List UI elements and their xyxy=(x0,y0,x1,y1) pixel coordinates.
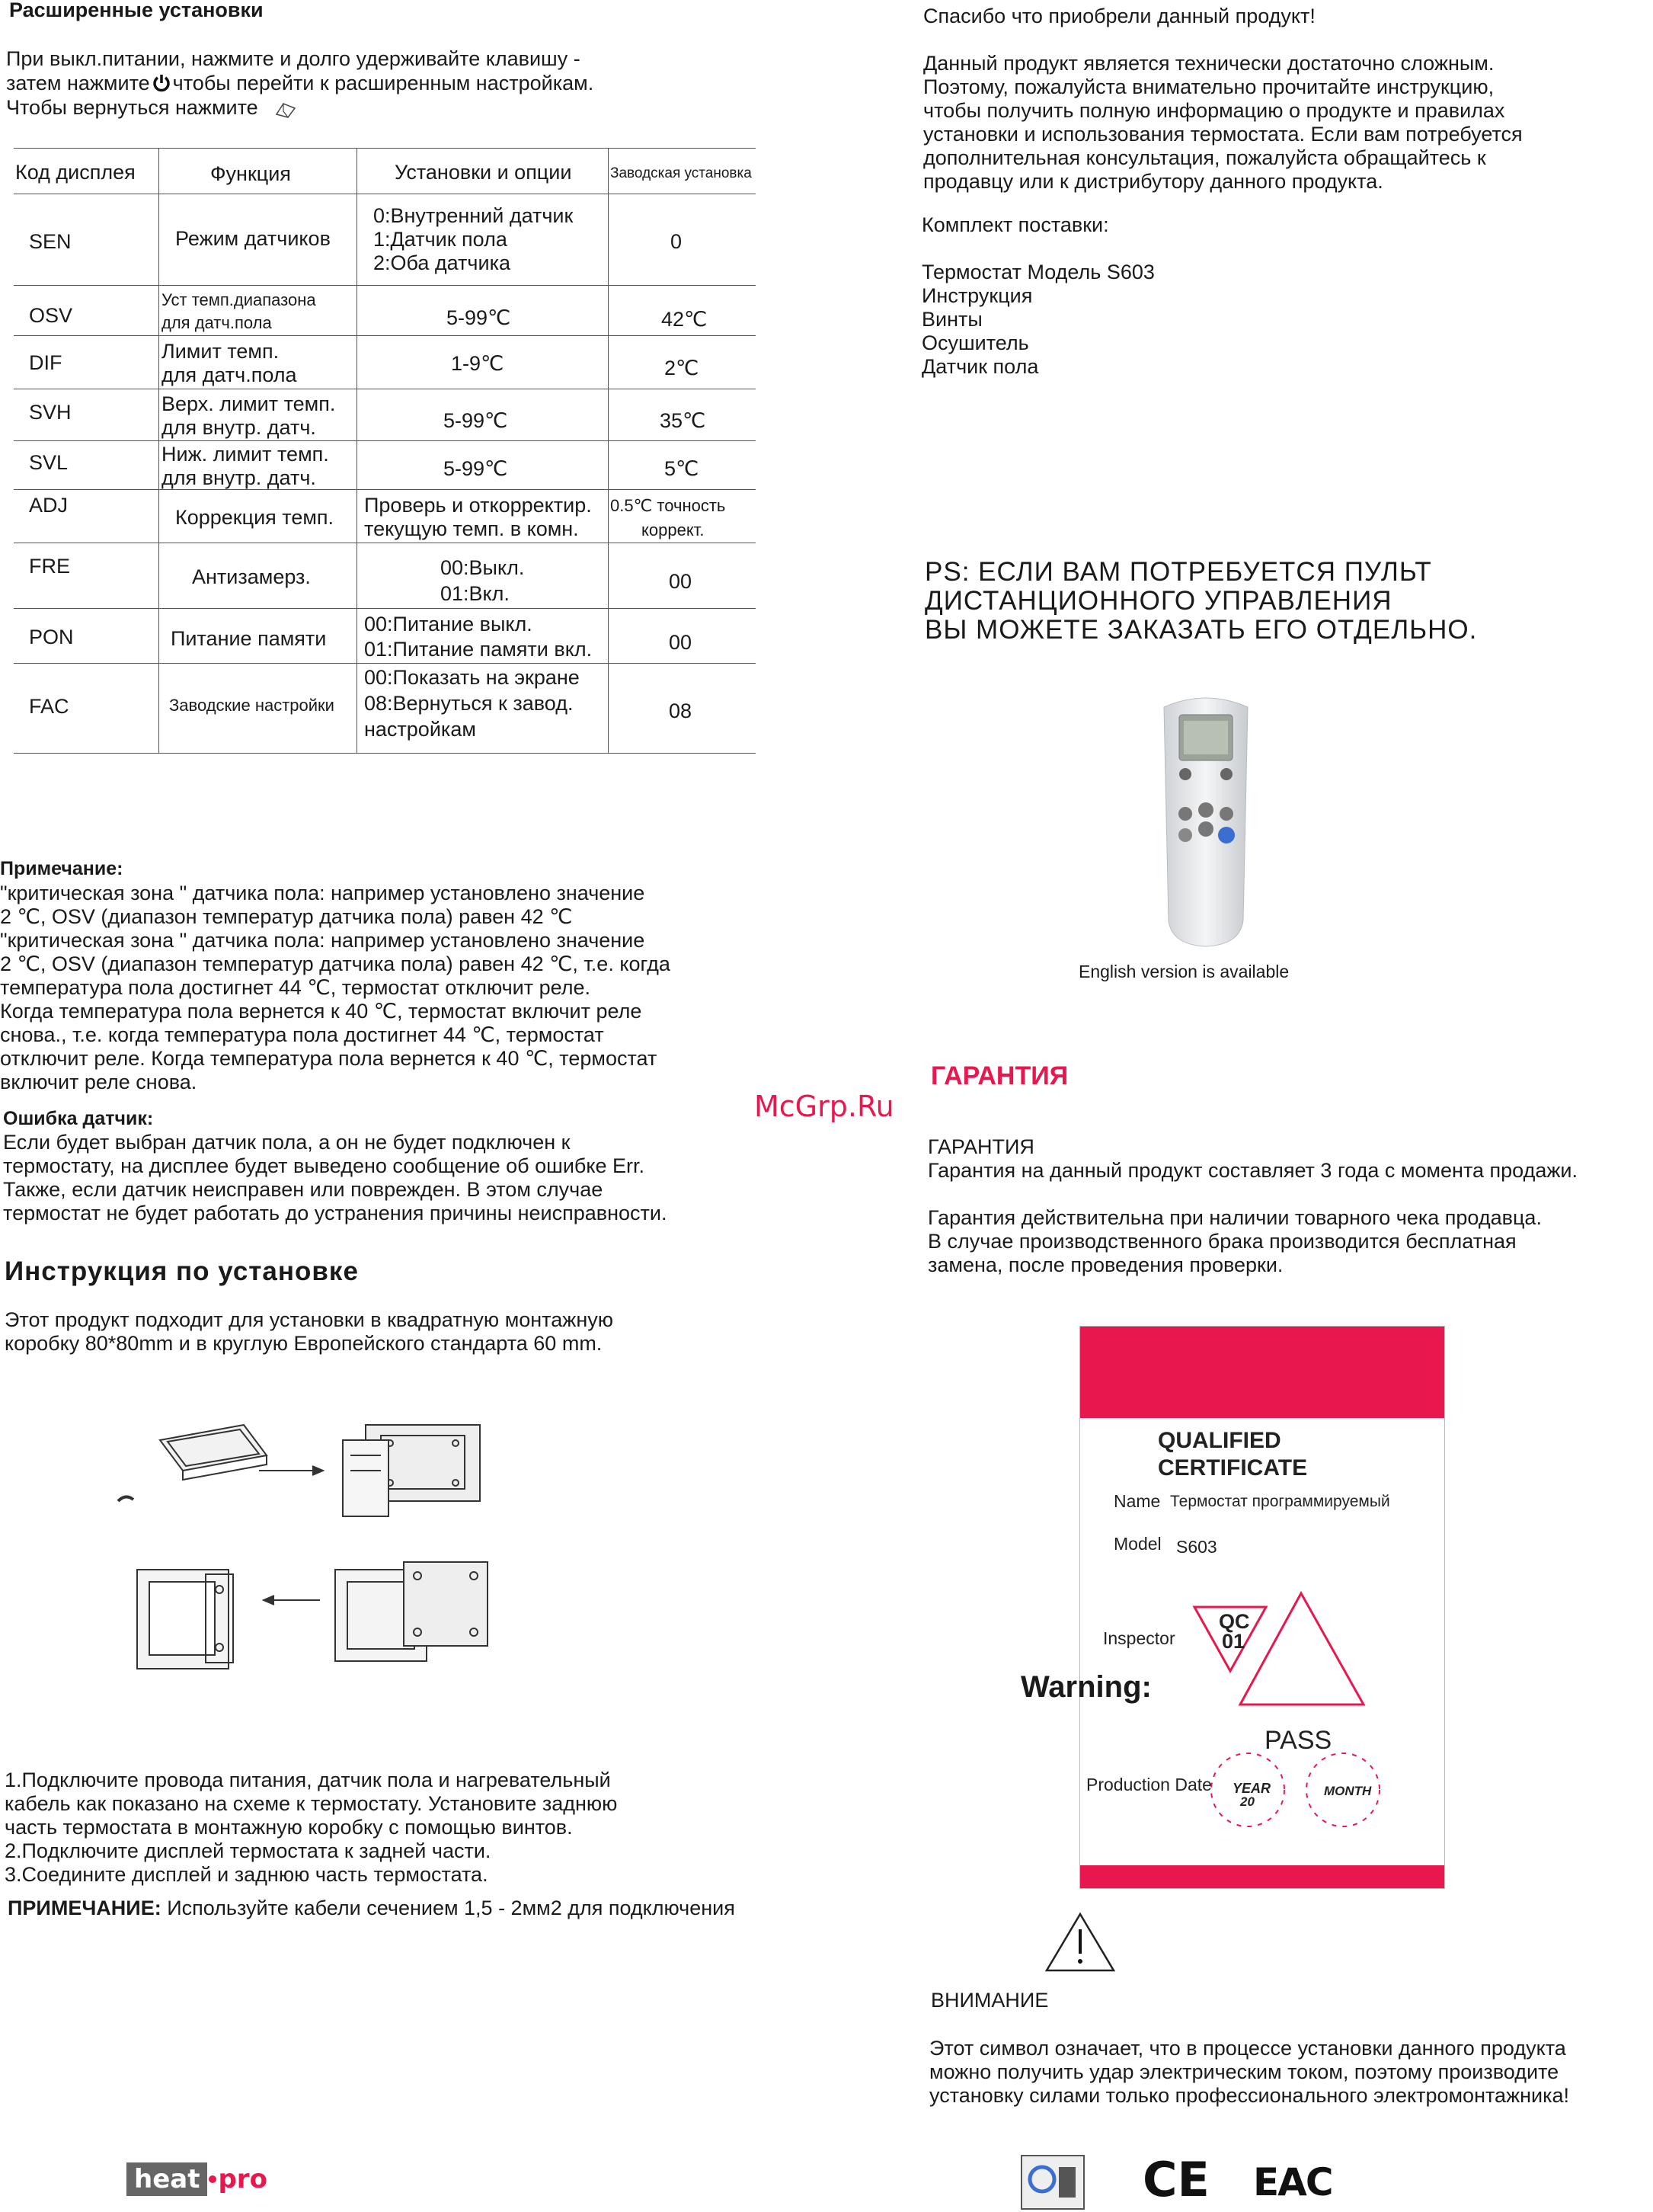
row-fac-opt-1: 08:Вернуться к завод. xyxy=(364,692,574,715)
row-fre-opt-0: 00:Выкл. xyxy=(440,556,525,579)
note-line-0: "критическая зона " датчика пола: например установлено значение xyxy=(0,882,645,904)
row-svl-func-0: Ниж. лимит темп. xyxy=(161,443,329,466)
row-svl-code: SVL xyxy=(29,451,69,474)
kit-item-3: Осушитель xyxy=(922,331,1029,354)
row-fac-default: 08 xyxy=(669,699,692,722)
intro-line-2b: чтобы перейти к расширенным настройкам. xyxy=(172,72,594,94)
row-fre-func: Антизамерз. xyxy=(192,565,311,588)
intro-right-5: продавцу или к дистрибутору данного продукта. xyxy=(923,170,1383,193)
row-svh-opt: 5-99℃ xyxy=(443,409,508,432)
intro-right-0: Данный продукт является технически достаточно сложным. xyxy=(923,52,1495,75)
step-line-0: 1.Подключите провода питания, датчик пола и нагревательный xyxy=(5,1769,611,1791)
advanced-settings-title: Расширенные установки xyxy=(9,0,264,21)
qualified-certificate xyxy=(1079,1326,1445,1889)
warranty-line-0: Гарантия на данный продукт составляет 3 года с момента продажи. xyxy=(928,1159,1578,1182)
cable-note-text: Используйте кабели сечением 1,5 - 2мм2 для подключения xyxy=(161,1897,735,1919)
cert-title-1: QUALIFIED xyxy=(1158,1428,1281,1453)
error-title: Ошибка датчик: xyxy=(3,1108,154,1129)
intro-line-2 xyxy=(6,72,593,98)
note-line-6: снова., т.е. когда температура пола достигнет 44 ℃, термостат xyxy=(0,1023,604,1046)
note-line-3: 2 ℃, OSV (диапазон температур датчика пола) равен 42 ℃, т.е. когда xyxy=(0,952,670,975)
note-line-7: отключит реле. Когда температура пола вернется к 40 ℃, термостат xyxy=(0,1047,657,1070)
year-number: 20 xyxy=(1240,1794,1255,1809)
warning-triangle-icon xyxy=(1044,1911,1117,1977)
qc-label: QC xyxy=(1219,1610,1250,1633)
cert-name-label: Name xyxy=(1114,1491,1161,1511)
warranty-line-2: Гарантия действительна при наличии товарного чека продавца. xyxy=(928,1206,1542,1229)
note-line-4: температура пола достигнет 44 ℃, термостат отключит реле. xyxy=(0,976,591,999)
row-osv-func-0: Уст темп.диапазона xyxy=(161,290,316,309)
row-sen-opt-2: 2:Оба датчика xyxy=(373,251,510,274)
warranty-block xyxy=(928,1159,1578,1277)
cert-name-value: Термостат программируемый xyxy=(1170,1493,1390,1510)
row-dif-func-1: для датч.пола xyxy=(161,363,297,386)
logo-dot xyxy=(209,2175,216,2183)
note-line-2: "критическая зона " датчика пола: например установлено значение xyxy=(0,929,645,952)
row-adj-default-0: 0.5℃ точность xyxy=(610,496,726,515)
kit-item-0: Термостат Модель S603 xyxy=(922,261,1155,283)
step-line-2: часть термостата в монтажную коробку с помощью винтов. xyxy=(5,1816,573,1839)
row-sen-default: 0 xyxy=(670,230,683,253)
row-svh-func-1: для внутр. датч. xyxy=(161,416,316,439)
cable-note xyxy=(8,1897,735,1920)
row-adj-default-1: коррект. xyxy=(641,520,705,539)
remote-control-image xyxy=(1156,692,1255,951)
cable-note-label: ПРИМЕЧАНИЕ: xyxy=(8,1897,161,1919)
ps-line-0: PS: ЕСЛИ ВАМ ПОТРЕБУЕТСЯ ПУЛЬТ xyxy=(925,557,1432,587)
row-svh-func-0: Верх. лимит темп. xyxy=(161,392,336,415)
note-title: Примечание: xyxy=(0,858,123,879)
row-osv-func-1: для датч.пола xyxy=(161,313,272,332)
kit-item-2: Винты xyxy=(922,308,983,331)
intro-right-4: дополнительная консультация, пожалуйста обращайтесь к xyxy=(923,146,1486,169)
row-dif-func-0: Лимит темп. xyxy=(161,340,280,363)
row-fre-code: FRE xyxy=(29,555,70,578)
intro-line-2a: затем нажмите xyxy=(6,72,150,94)
intro-line-3 xyxy=(6,96,297,124)
error-block xyxy=(3,1131,667,1225)
warning-label: Warning: xyxy=(1021,1670,1152,1704)
logo-heat: heat xyxy=(126,2162,207,2196)
intro-line-3a: Чтобы вернуться нажмите xyxy=(6,96,258,119)
row-fac-opt-0: 00:Показать на экране xyxy=(364,666,580,689)
row-dif-default: 2℃ xyxy=(664,357,699,379)
cert-production-date: Production Date xyxy=(1086,1775,1212,1794)
ps-line-2: ВЫ МОЖЕТЕ ЗАКАЗАТЬ ЕГО ОТДЕЛЬНО. xyxy=(925,615,1478,645)
th-function: Функция xyxy=(210,162,291,185)
qc-number: 01 xyxy=(1222,1630,1245,1653)
row-osv-code: OSV xyxy=(29,304,73,327)
intro-right-2: чтобы получить полную информацию о продукте и правилах xyxy=(923,99,1505,122)
attention-line-2: установку силами только профессионального электромонтажника! xyxy=(929,2084,1570,2107)
ps-block xyxy=(925,558,1477,645)
th-code: Код дисплея xyxy=(15,161,136,184)
install-line-0: Этот продукт подходит для установки в квадратную монтажную xyxy=(5,1308,613,1331)
row-pon-opt-0: 00:Питание выкл. xyxy=(364,613,532,635)
thanks-line: Спасибо что приобрели данный продукт! xyxy=(923,5,1316,27)
row-sen-opt-0: 0:Внутренний датчик xyxy=(373,204,574,227)
row-adj-func: Коррекция темп. xyxy=(175,506,334,529)
eac-mark: EAC xyxy=(1253,2160,1332,2204)
row-adj-code: ADJ xyxy=(29,494,69,517)
steps-block xyxy=(5,1769,617,1887)
intro-right-block xyxy=(923,52,1523,194)
installation-diagram xyxy=(114,1410,510,1684)
note-line-8: включит реле снова. xyxy=(0,1071,197,1093)
attention-line-1: можно получить удар электрическим током, поэтому производите xyxy=(929,2060,1559,2083)
row-adj-opt-0: Проверь и откорректир. xyxy=(364,494,592,517)
warranty-sub: ГАРАНТИЯ xyxy=(928,1135,1034,1158)
warranty-heading: ГАРАНТИЯ xyxy=(931,1061,1069,1090)
error-line-0: Если будет выбран датчик пола, а он не будет подключен к xyxy=(3,1131,571,1154)
intro-right-1: Поэтому, пожалуйста внимательно прочитайте инструкцию, xyxy=(923,75,1495,98)
step-line-3: 2.Подключите дисплей термостата к задней части. xyxy=(5,1839,491,1862)
warranty-line-4: замена, после проведения проверки. xyxy=(928,1253,1284,1276)
row-sen-opt-1: 1:Датчик пола xyxy=(373,228,507,251)
step-line-1: кабель как показано на схеме к термостату. Установите заднюю xyxy=(5,1792,618,1815)
heatpro-logo xyxy=(126,2162,267,2196)
kit-item-4: Датчик пола xyxy=(922,355,1039,378)
step-line-4: 3.Соедините дисплей и заднюю часть термостата. xyxy=(5,1863,488,1886)
attention-line-0: Этот символ означает, что в процессе установки данного продукта xyxy=(929,2037,1566,2060)
error-line-3: термостат не будет работать до устранения причины неисправности. xyxy=(3,1202,667,1224)
row-svl-default: 5℃ xyxy=(664,457,699,480)
row-fac-opt-2: настройкам xyxy=(364,718,476,741)
kit-item-1: Инструкция xyxy=(922,284,1033,307)
note-line-1: 2 ℃, OSV (диапазон температур датчика пола) равен 42 ℃ xyxy=(0,905,573,928)
cert-title-2: CERTIFICATE xyxy=(1158,1455,1308,1481)
row-pon-opt-1: 01:Питание памяти вкл. xyxy=(364,638,593,661)
return-icon xyxy=(274,101,297,124)
pass-label: PASS xyxy=(1265,1726,1332,1755)
install-line-1: коробку 80*80mm и в круглую Европейского стандарта 60 mm. xyxy=(5,1332,603,1355)
english-note: English version is available xyxy=(1079,962,1290,981)
row-fac-func: Заводские настройки xyxy=(169,696,334,715)
row-pon-default: 00 xyxy=(669,631,692,654)
row-fre-opt-1: 01:Вкл. xyxy=(440,582,510,605)
year-label: YEAR xyxy=(1233,1781,1271,1796)
cert-model-label: Model xyxy=(1114,1534,1162,1554)
row-svl-func-1: для внутр. датч. xyxy=(161,466,316,489)
attention-title: ВНИМАНИЕ xyxy=(931,1989,1049,2012)
cert-inspector: Inspector xyxy=(1103,1628,1175,1648)
watermark: McGrp.Ru xyxy=(754,1090,894,1123)
row-sen-code: SEN xyxy=(29,230,72,253)
row-svl-opt: 5-99℃ xyxy=(443,457,508,480)
kit-title: Комплект поставки: xyxy=(922,213,1109,236)
install-title: Инструкция по установке xyxy=(5,1256,359,1286)
th-options: Установки и опции xyxy=(395,161,572,184)
row-osv-default: 42℃ xyxy=(661,308,708,331)
qc-triangles xyxy=(1187,1586,1370,1738)
row-svh-default: 35℃ xyxy=(660,409,706,432)
month-label: MONTH xyxy=(1324,1784,1372,1798)
intro-line-1: При выкл.питании, нажмите и долго удерживайте клавишу - xyxy=(6,47,580,70)
warranty-line-1 xyxy=(928,1183,1578,1206)
logo-pro: pro xyxy=(218,2164,267,2194)
row-sen-func: Режим датчиков xyxy=(175,227,331,250)
note-line-5: Когда температура пола вернется к 40 ℃, термостат включит реле xyxy=(0,1000,642,1023)
row-fre-default: 00 xyxy=(669,570,692,593)
row-pon-code: PON xyxy=(29,626,74,648)
qa-cert-logo-icon xyxy=(1021,2155,1085,2210)
error-line-1: термостату, на дисплее будет выведено сообщение об ошибке Err. xyxy=(3,1154,645,1177)
row-pon-func: Питание памяти xyxy=(171,627,327,650)
row-adj-opt-1: текущую темп. в комн. xyxy=(364,517,579,540)
row-fac-code: FAC xyxy=(29,695,69,718)
warranty-line-3: В случае производственного брака производится бесплатная xyxy=(928,1230,1517,1253)
row-dif-opt: 1-9℃ xyxy=(451,352,504,375)
kit-list xyxy=(922,261,1155,379)
row-svh-code: SVH xyxy=(29,401,72,424)
row-osv-opt: 5-99℃ xyxy=(446,306,511,329)
error-line-2: Также, если датчик неисправен или поврежден. В этом случае xyxy=(3,1178,603,1201)
note-block xyxy=(0,882,670,1094)
power-icon xyxy=(152,73,171,98)
install-block xyxy=(5,1308,613,1356)
intro-right-3: установки и использования термостата. Если вам потребуется xyxy=(923,123,1523,146)
th-default: Заводская установка xyxy=(610,165,752,181)
ps-line-1: ДИСТАНЦИОННОГО УПРАВЛЕНИЯ xyxy=(925,586,1392,616)
attention-block xyxy=(929,2037,1569,2108)
row-dif-code: DIF xyxy=(29,351,62,374)
cert-model-value: S603 xyxy=(1176,1537,1217,1557)
ce-mark: CE xyxy=(1143,2152,1210,2207)
